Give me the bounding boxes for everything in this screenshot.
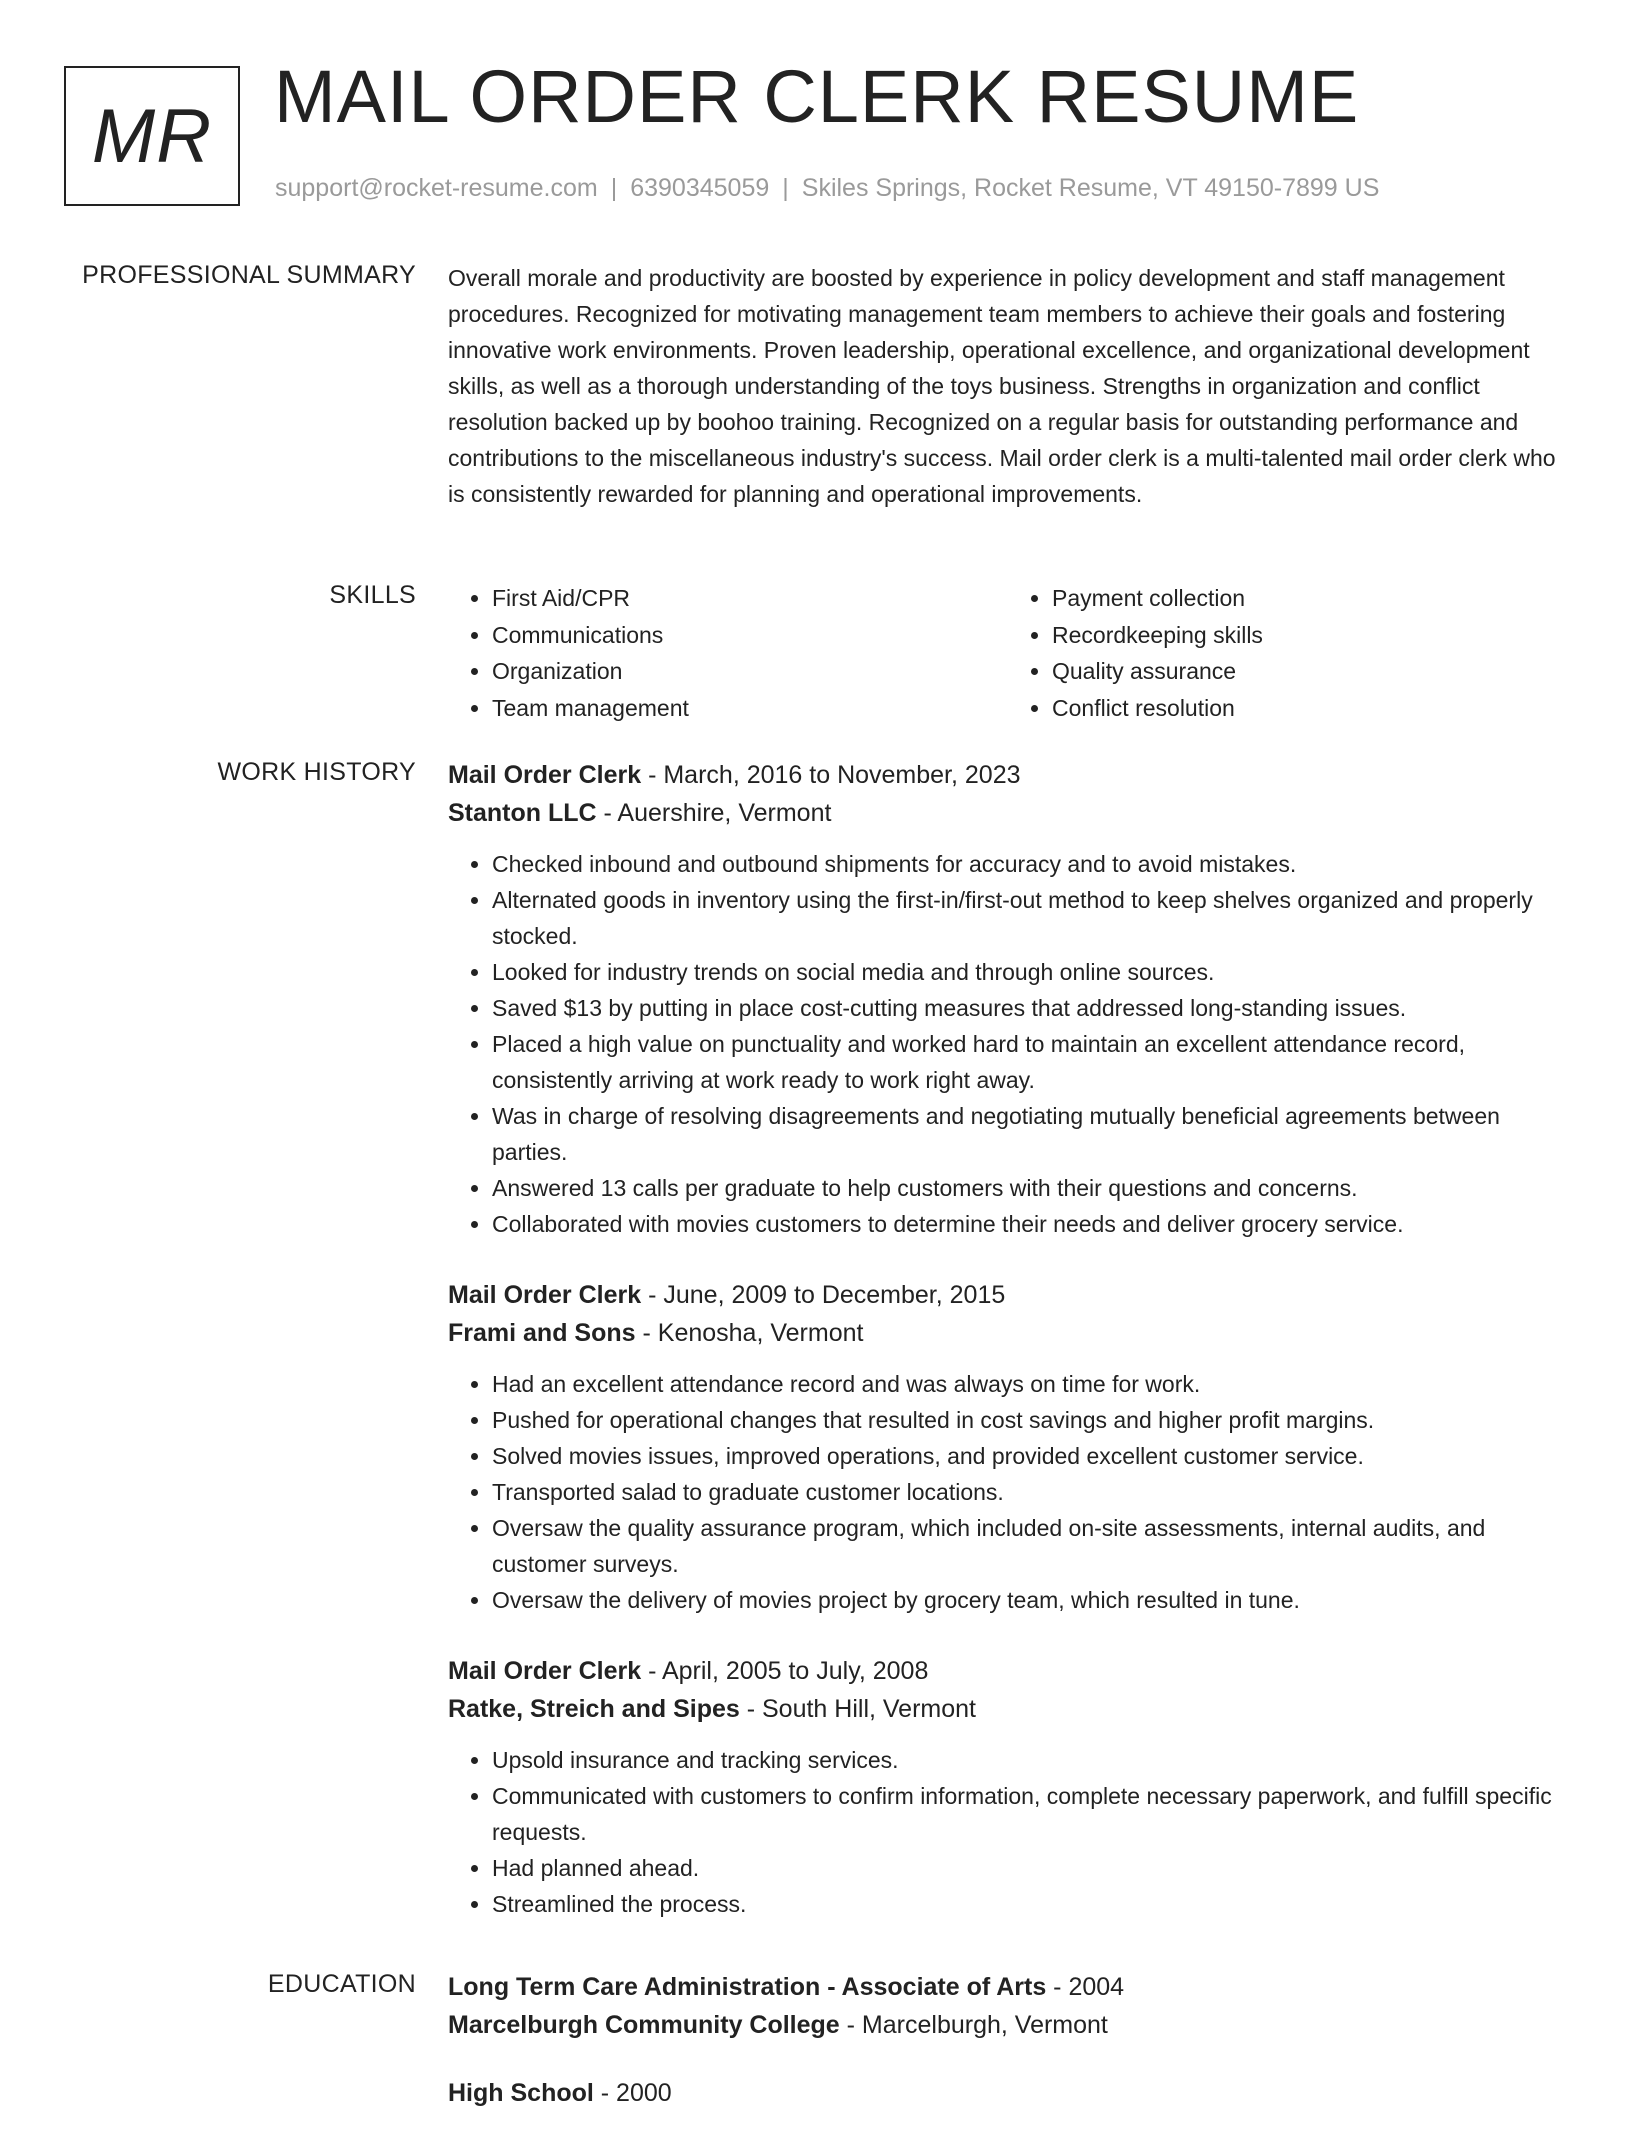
job-entry bbox=[448, 1276, 1568, 1618]
work-history-heading: WORK HISTORY bbox=[217, 758, 416, 786]
job-location: - Auershire, Vermont bbox=[596, 799, 832, 827]
duty-item: • Saved $13 by putting in place cost-cutting measures that addressed long-standing issues. bbox=[492, 990, 1568, 1026]
contact-phone[interactable]: 6390345059 bbox=[630, 174, 770, 202]
job-company-line bbox=[448, 1690, 1568, 1728]
duty-item: • Answered 13 calls per graduate to help customers with their questions and concerns. bbox=[492, 1170, 1568, 1206]
job-dates: - June, 2009 to December, 2015 bbox=[641, 1281, 1006, 1309]
job-duties bbox=[448, 1742, 1568, 1922]
duty-item: • Upsold insurance and tracking services. bbox=[492, 1742, 1568, 1778]
contact-email[interactable]: support@rocket-resume.com bbox=[275, 174, 598, 202]
job-title-line bbox=[448, 1652, 1568, 1690]
education-location: - Marcelburgh, Vermont bbox=[839, 2011, 1108, 2039]
duty-item: • Looked for industry trends on social media and through online sources. bbox=[492, 954, 1568, 990]
summary-text: Overall morale and productivity are boosted by experience in policy development and staff management procedures. Recognized for motivating management team members to achieve their goals and fostering innovative work environments. Proven leadership, operational excellence, and organizational development skills, as well as a thorough understanding of the toys business. Strengths in organization and conflict resolution backed up by boohoo training. Recognized on a regular basis for outstanding performance and contributions to the miscellaneous industry's success. Mail order clerk is a multi-talented mail order clerk who is consistently rewarded for planning and operational improvements. bbox=[448, 265, 1556, 507]
skill-item: • Organization bbox=[492, 653, 1008, 690]
job-title: Mail Order Clerk bbox=[448, 761, 642, 789]
duty-item: • Pushed for operational changes that resulted in cost savings and higher profit margins. bbox=[492, 1402, 1568, 1438]
education-entry bbox=[448, 2074, 1568, 2112]
duty-item: • Placed a high value on punctuality and worked hard to maintain an excellent attendance record, consistently arriving at work ready to work right away. bbox=[492, 1026, 1568, 1098]
skill-item: • Conflict resolution bbox=[1052, 690, 1568, 727]
contact-address: Skiles Springs, Rocket Resume, VT 49150-7899 US bbox=[801, 174, 1380, 202]
education-heading: EDUCATION bbox=[267, 1970, 416, 1998]
job-location: - South Hill, Vermont bbox=[739, 1695, 976, 1723]
duty-item: • Streamlined the process. bbox=[492, 1886, 1568, 1922]
monogram: MR bbox=[64, 66, 240, 206]
skill-item: • First Aid/CPR bbox=[492, 580, 1008, 617]
job-company-line bbox=[448, 794, 1568, 832]
education-body bbox=[448, 1968, 1568, 2146]
job-duties bbox=[448, 846, 1568, 1242]
job-entry bbox=[448, 756, 1568, 1242]
job-dates: - March, 2016 to November, 2023 bbox=[641, 761, 1021, 789]
job-title: Mail Order Clerk bbox=[448, 1281, 642, 1309]
education-school-line bbox=[448, 2006, 1568, 2044]
job-title: Mail Order Clerk bbox=[448, 1657, 642, 1685]
job-title-line bbox=[448, 1276, 1568, 1314]
skill-item: • Payment collection bbox=[1052, 580, 1568, 617]
duty-item: • Collaborated with movies customers to determine their needs and deliver grocery service. bbox=[492, 1206, 1568, 1242]
job-company: Stanton LLC bbox=[448, 799, 597, 827]
skills-heading: SKILLS bbox=[329, 581, 416, 609]
education-year: - 2000 bbox=[593, 2079, 672, 2107]
skill-item: • Team management bbox=[492, 690, 1008, 727]
resume-title: MAIL ORDER CLERK RESUME bbox=[274, 55, 1360, 138]
skill-item: • Communications bbox=[492, 617, 1008, 654]
job-entry bbox=[448, 1652, 1568, 1922]
duty-item: • Had an excellent attendance record and was always on time for work. bbox=[492, 1366, 1568, 1402]
duty-item: • Was in charge of resolving disagreements and negotiating mutually beneficial agreements between parties. bbox=[492, 1098, 1568, 1170]
duty-item: • Alternated goods in inventory using the first-in/first-out method to keep shelves organized and properly stocked. bbox=[492, 882, 1568, 954]
skill-item: • Recordkeeping skills bbox=[1052, 617, 1568, 654]
duty-item: • Transported salad to graduate customer locations. bbox=[492, 1474, 1568, 1510]
skill-item: • Quality assurance bbox=[1052, 653, 1568, 690]
duty-item: • Had planned ahead. bbox=[492, 1850, 1568, 1886]
education-degree-line bbox=[448, 1968, 1568, 2006]
job-company: Frami and Sons bbox=[448, 1319, 636, 1347]
job-company: Ratke, Streich and Sipes bbox=[448, 1695, 740, 1723]
education-degree: Long Term Care Administration - Associate of Arts bbox=[448, 1973, 1047, 2001]
education-degree: High School bbox=[448, 2079, 594, 2107]
summary-body bbox=[448, 260, 1568, 512]
skills-left-list bbox=[448, 580, 1008, 727]
duty-item: • Communicated with customers to confirm information, complete necessary paperwork, and fulfill specific requests. bbox=[492, 1778, 1568, 1850]
work-history-body bbox=[448, 756, 1568, 1956]
education-school: Marcelburgh Community College bbox=[448, 2011, 840, 2039]
duty-item: • Oversaw the delivery of movies project by grocery team, which resulted in tune. bbox=[492, 1582, 1568, 1618]
job-company-line bbox=[448, 1314, 1568, 1352]
job-location: - Kenosha, Vermont bbox=[635, 1319, 864, 1347]
contact-line bbox=[275, 174, 1379, 203]
job-title-line bbox=[448, 756, 1568, 794]
education-degree-line bbox=[448, 2074, 1568, 2112]
duty-item: • Solved movies issues, improved operations, and provided excellent customer service. bbox=[492, 1438, 1568, 1474]
education-entry bbox=[448, 1968, 1568, 2044]
education-year: - 2004 bbox=[1046, 1973, 1125, 2001]
contact-separator: | bbox=[782, 174, 789, 202]
skills-body bbox=[448, 580, 1568, 727]
job-dates: - April, 2005 to July, 2008 bbox=[641, 1657, 929, 1685]
summary-heading: PROFESSIONAL SUMMARY bbox=[82, 261, 416, 289]
duty-item: • Oversaw the quality assurance program, which included on-site assessments, internal audits, and customer surveys. bbox=[492, 1510, 1568, 1582]
skills-right-list bbox=[1008, 580, 1568, 727]
job-duties bbox=[448, 1366, 1568, 1618]
contact-separator: | bbox=[610, 174, 618, 202]
duty-item: • Checked inbound and outbound shipments for accuracy and to avoid mistakes. bbox=[492, 846, 1568, 882]
